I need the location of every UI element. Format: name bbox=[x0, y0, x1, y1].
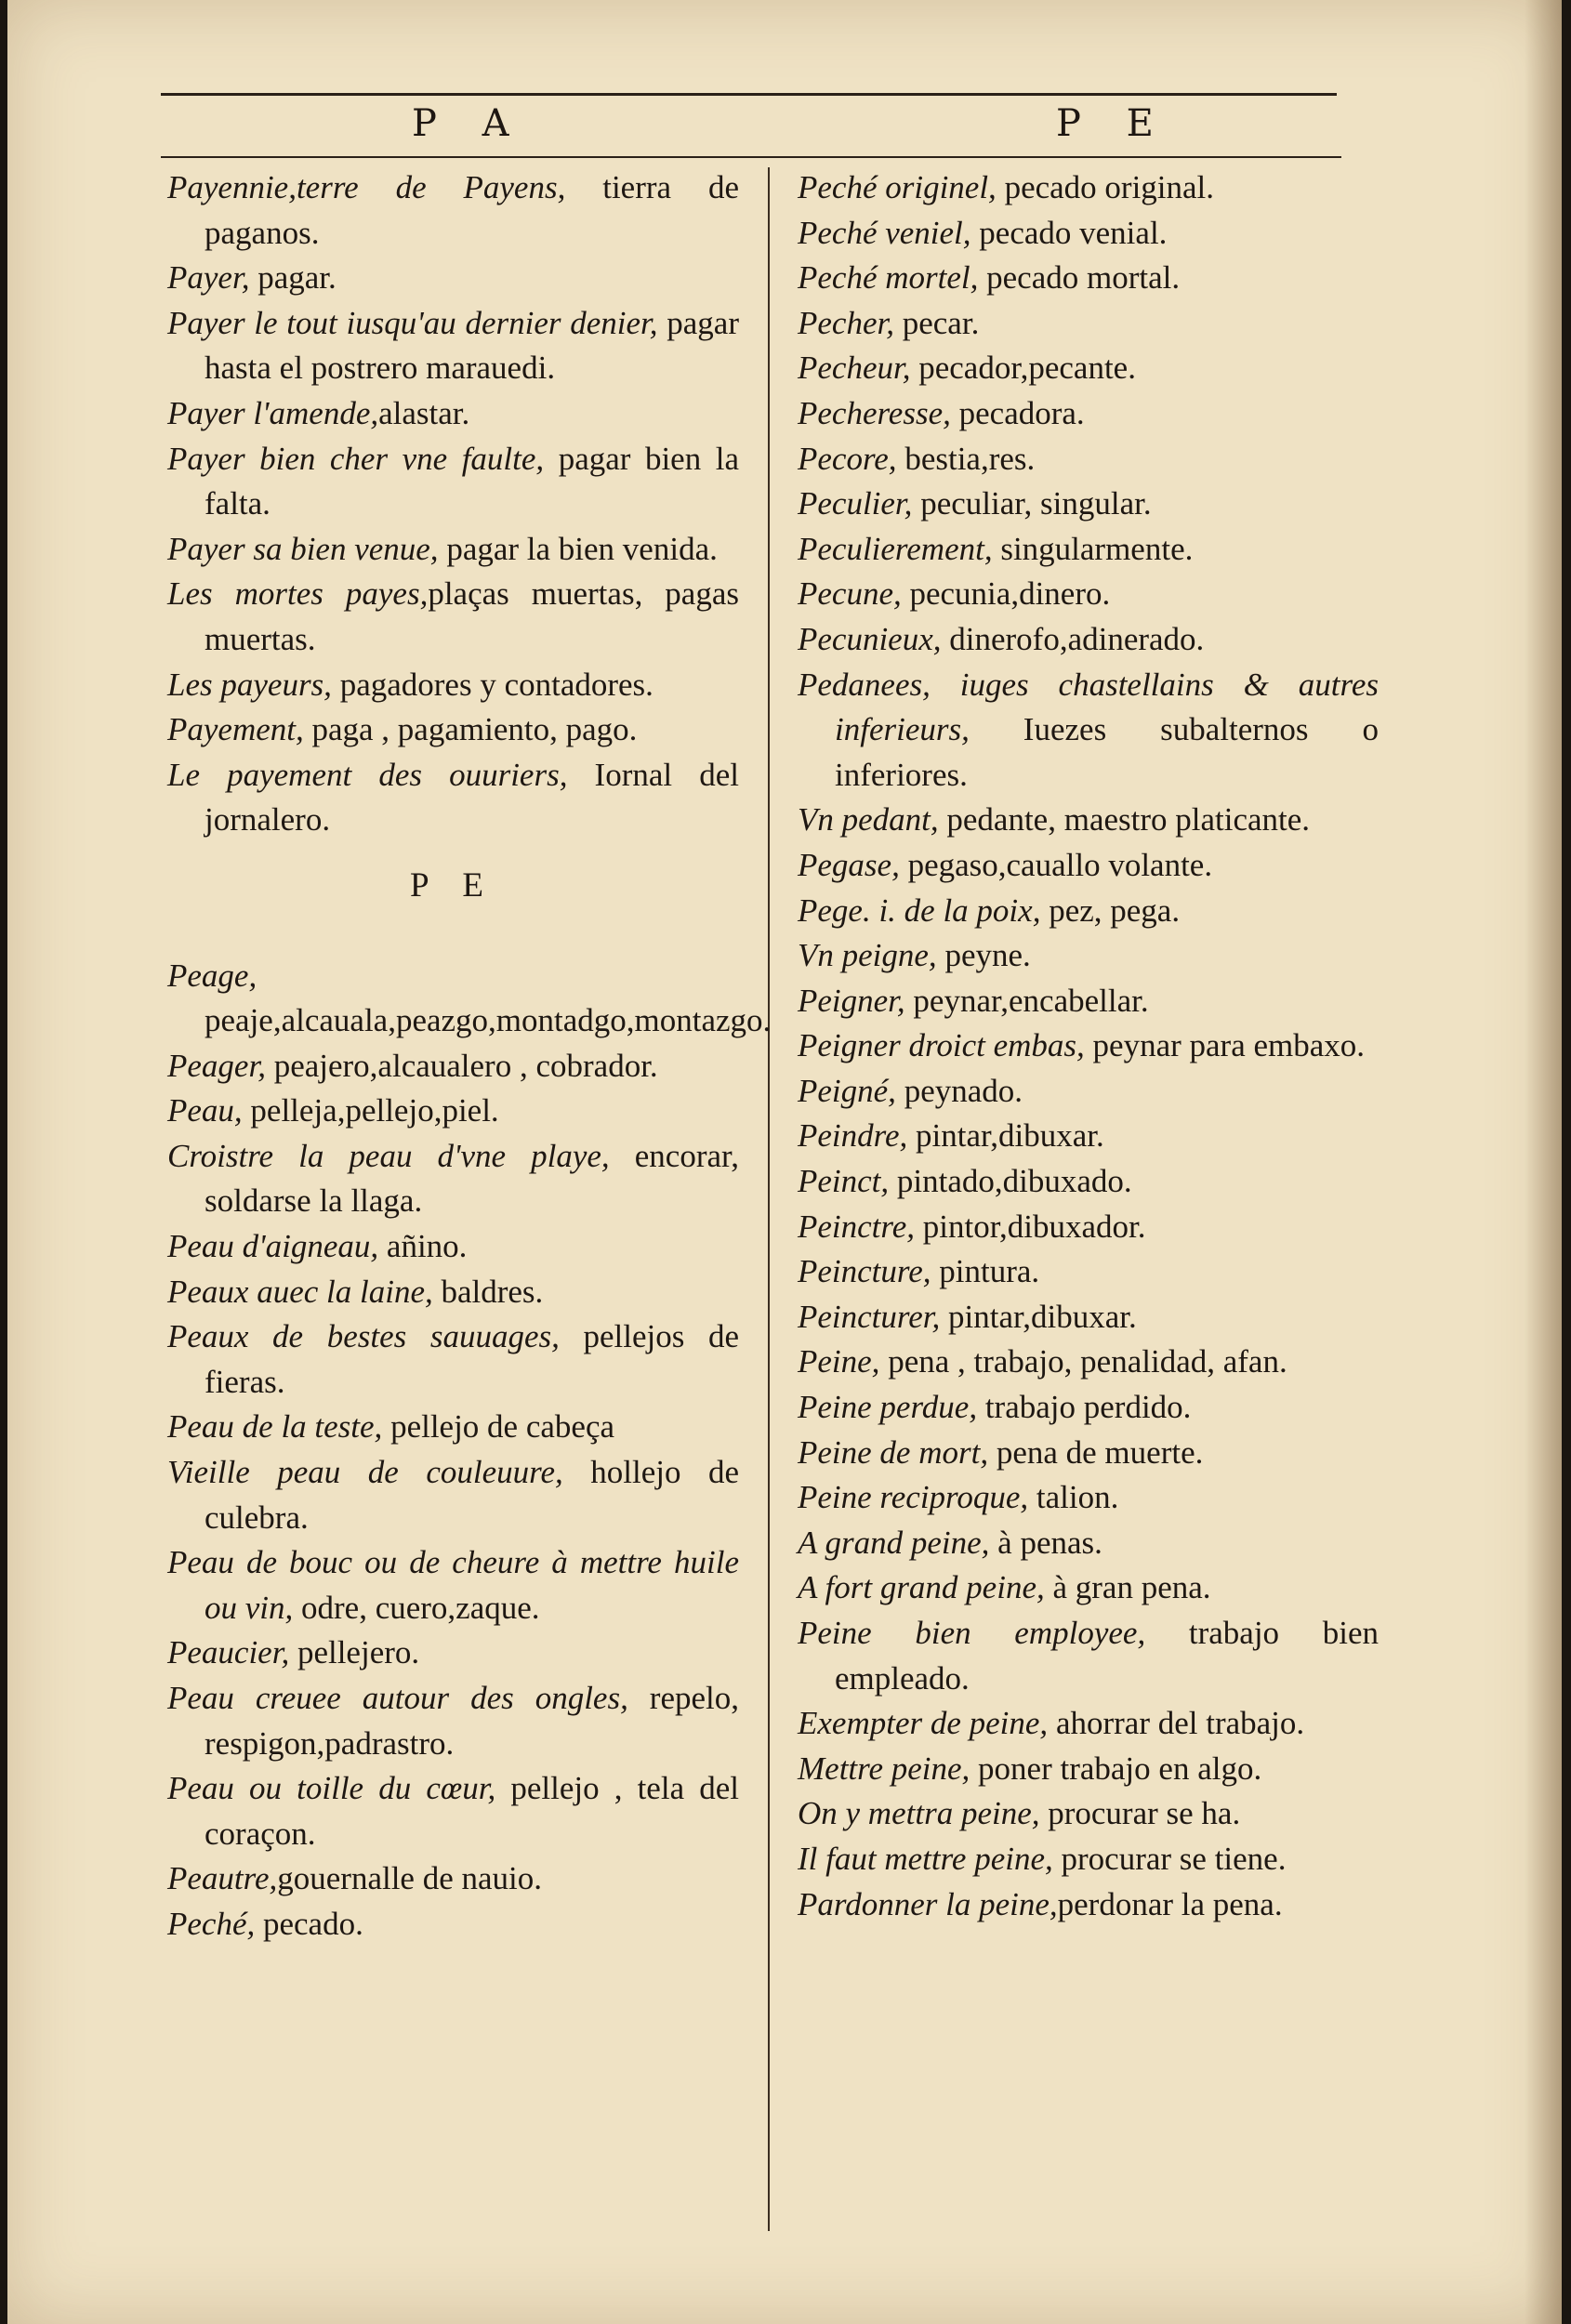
translation: procurar se ha. bbox=[1039, 1795, 1241, 1832]
dictionary-entry bbox=[798, 1701, 1379, 1747]
dictionary-entry bbox=[798, 211, 1379, 257]
headword: Payer sa bien venue, bbox=[167, 530, 439, 567]
translation: pellejero. bbox=[289, 1634, 420, 1671]
translation: pagar la bien venida. bbox=[438, 530, 718, 567]
translation: à penas. bbox=[989, 1524, 1102, 1561]
headword: Peigné, bbox=[798, 1072, 896, 1109]
headword: Peculierement, bbox=[798, 530, 993, 567]
headword: On y mettra peine, bbox=[798, 1795, 1040, 1832]
dictionary-entry bbox=[798, 843, 1379, 889]
headword: Peinct, bbox=[798, 1163, 890, 1200]
headword: Le payement des ouuriers, bbox=[167, 756, 568, 793]
translation: peynar para embaxo. bbox=[1084, 1027, 1366, 1064]
dictionary-entry bbox=[798, 1249, 1379, 1295]
dictionary-entry bbox=[798, 798, 1379, 843]
translation: trabajo perdido. bbox=[977, 1389, 1192, 1426]
headword: Peau de bouc ou de cheure à mettre huile ou vin, bbox=[167, 1544, 739, 1626]
dictionary-entry bbox=[798, 889, 1379, 934]
headword: Peau, bbox=[167, 1092, 243, 1129]
dictionary-entry bbox=[798, 482, 1379, 527]
translation: procurar se tiene. bbox=[1052, 1840, 1287, 1877]
headword: Vn pedant, bbox=[798, 801, 939, 838]
headword: Peigner droict embas, bbox=[798, 1027, 1085, 1064]
translation: pelleja,pellejo,piel. bbox=[242, 1092, 499, 1129]
section-heading-pe: P E bbox=[409, 865, 497, 905]
dictionary-entry bbox=[798, 301, 1379, 347]
dictionary-entry bbox=[167, 1044, 739, 1089]
dictionary-entry bbox=[798, 1385, 1379, 1431]
translation: poner trabajo en algo. bbox=[970, 1750, 1262, 1787]
right-column bbox=[798, 165, 1379, 1927]
headword: Peine, bbox=[798, 1343, 880, 1380]
headword: Payer bien cher vne faulte, bbox=[167, 440, 545, 477]
dictionary-entry bbox=[167, 1902, 739, 1948]
left-column bbox=[167, 165, 772, 1948]
dictionary-entry bbox=[798, 1295, 1379, 1340]
translation: pellejo , tela del coraçon. bbox=[205, 1770, 739, 1852]
headword: Peine perdue, bbox=[798, 1389, 978, 1426]
translation: singularmente. bbox=[992, 530, 1194, 567]
headword: Peau d'aigneau, bbox=[167, 1228, 379, 1265]
dictionary-entry bbox=[167, 572, 739, 662]
headword: Pecher, bbox=[798, 304, 894, 341]
headword: Exempter de peine, bbox=[798, 1705, 1049, 1742]
headword: Peincture, bbox=[798, 1253, 931, 1290]
dictionary-entry bbox=[167, 1405, 739, 1450]
headword: Les mortes payes, bbox=[167, 575, 429, 613]
translation: pena de muerte. bbox=[988, 1433, 1204, 1471]
headword: Peautre, bbox=[167, 1860, 278, 1897]
dictionary-entry bbox=[167, 301, 739, 391]
dictionary-entry bbox=[798, 1205, 1379, 1250]
headword: Peché veniel, bbox=[798, 214, 971, 251]
translation: pena , trabajo, penalidad, afan. bbox=[879, 1343, 1287, 1380]
running-head-left: P A bbox=[412, 102, 526, 145]
dictionary-entry bbox=[167, 1540, 739, 1631]
translation: odre, cuero,zaque. bbox=[293, 1589, 540, 1626]
headword: Payer le tout iusqu'au dernier denier, bbox=[167, 304, 658, 341]
headword: Payennie,terre de Payens, bbox=[167, 169, 566, 205]
dictionary-entry bbox=[167, 1856, 739, 1902]
dictionary-entry bbox=[167, 1270, 739, 1315]
dictionary-entry bbox=[798, 663, 1379, 799]
top-rule bbox=[161, 93, 1337, 96]
headword: Peincturer, bbox=[798, 1298, 941, 1335]
dictionary-entry bbox=[798, 346, 1379, 391]
headword: Pecheresse, bbox=[798, 394, 951, 431]
dictionary-entry bbox=[167, 954, 772, 1044]
translation: pellejo de cabeça bbox=[382, 1408, 615, 1446]
headword: Peau ou toille du cœur, bbox=[167, 1770, 496, 1807]
translation: peaje,alcauala,peazgo,montadgo,montazgo. bbox=[205, 1002, 772, 1039]
headword: Peaux de bestes sauuages, bbox=[167, 1318, 560, 1355]
headword: A grand peine, bbox=[798, 1524, 990, 1561]
dictionary-entry bbox=[798, 527, 1379, 573]
translation: pintado,dibuxado. bbox=[889, 1163, 1132, 1200]
dictionary-entry bbox=[167, 437, 739, 527]
dictionary-entry bbox=[798, 1791, 1379, 1837]
headword: Vn peigne, bbox=[798, 937, 937, 974]
headword: Peigner, bbox=[798, 982, 905, 1019]
headword: Peindre, bbox=[798, 1117, 908, 1155]
translation: dinerofo,adinerado. bbox=[941, 620, 1205, 657]
header-rule bbox=[161, 156, 1341, 158]
translation: peynado. bbox=[895, 1072, 1023, 1109]
translation: pecado mortal. bbox=[978, 259, 1181, 297]
translation: pintura. bbox=[931, 1253, 1040, 1290]
headword: Payer l'amende, bbox=[167, 394, 379, 431]
headword: Peculier, bbox=[798, 485, 913, 522]
dictionary-entry bbox=[167, 1134, 739, 1224]
dictionary-entry bbox=[798, 1747, 1379, 1792]
headword: Pecheur, bbox=[798, 350, 911, 387]
headword: Les payeurs, bbox=[167, 666, 332, 703]
running-head-right: P E bbox=[1056, 102, 1170, 145]
headword: Croistre la peau d'vne playe, bbox=[167, 1137, 610, 1174]
dictionary-entry bbox=[798, 1069, 1379, 1115]
dictionary-entry bbox=[798, 391, 1379, 437]
headword: Il faut mettre peine, bbox=[798, 1840, 1053, 1877]
dictionary-entry bbox=[167, 1450, 739, 1540]
translation: Iuezes subalternos o inferiores. bbox=[835, 711, 1379, 793]
dictionary-entry bbox=[798, 979, 1379, 1024]
translation: paga , pagamiento, pago. bbox=[303, 711, 638, 748]
translation: perdonar la pena. bbox=[1057, 1885, 1283, 1922]
translation: peculiar, singular. bbox=[912, 485, 1152, 522]
dictionary-entry bbox=[167, 1676, 739, 1766]
translation: trabajo bien empleado. bbox=[835, 1615, 1379, 1697]
translation: pegaso,cauallo volante. bbox=[899, 846, 1213, 883]
translation: alastar. bbox=[378, 394, 470, 431]
dictionary-entry bbox=[167, 1089, 739, 1134]
headword: Pecore, bbox=[798, 440, 897, 477]
translation: pecado venial. bbox=[970, 214, 1168, 251]
dictionary-entry bbox=[798, 617, 1379, 663]
dictionary-entry bbox=[798, 437, 1379, 482]
headword: Payement, bbox=[167, 711, 304, 748]
right-entries bbox=[798, 165, 1379, 1927]
translation: pecado original. bbox=[996, 169, 1215, 205]
headword: Peinctre, bbox=[798, 1208, 916, 1245]
translation: pecador,pecante. bbox=[910, 350, 1136, 387]
dictionary-entry bbox=[167, 527, 739, 573]
translation: tierra de paganos. bbox=[205, 169, 739, 251]
headword: Mettre peine, bbox=[798, 1750, 970, 1787]
dictionary-entry bbox=[798, 165, 1379, 211]
dictionary-entry bbox=[798, 1159, 1379, 1205]
translation: pintar,dibuxar. bbox=[940, 1298, 1137, 1335]
headword: Peaux auec la laine, bbox=[167, 1273, 433, 1310]
translation: pagar. bbox=[249, 259, 337, 297]
translation: peynar,encabellar. bbox=[904, 982, 1149, 1019]
headword: Pegase, bbox=[798, 846, 900, 883]
dictionary-entry bbox=[167, 753, 739, 843]
dictionary-entry bbox=[167, 663, 739, 708]
dictionary-entry bbox=[798, 1837, 1379, 1882]
translation: pecunia,dinero. bbox=[901, 575, 1111, 613]
headword: Pecunieux, bbox=[798, 620, 942, 657]
dictionary-entry bbox=[167, 707, 739, 753]
translation: à gran pena. bbox=[1044, 1569, 1211, 1606]
translation: pedante, maestro platicante. bbox=[938, 801, 1311, 838]
translation: plaças muertas, pagas muertas. bbox=[205, 575, 739, 657]
dictionary-entry bbox=[167, 1631, 739, 1676]
headword: Peché mortel, bbox=[798, 259, 979, 297]
dictionary-entry bbox=[167, 1224, 739, 1270]
dictionary-entry bbox=[798, 1340, 1379, 1385]
headword: Payer, bbox=[167, 259, 250, 297]
left-pe-entries bbox=[167, 954, 772, 1948]
headword: Peine reciproque, bbox=[798, 1479, 1029, 1516]
dictionary-entry bbox=[798, 1023, 1379, 1069]
headword: Pege. i. de la poix, bbox=[798, 891, 1041, 929]
dictionary-entry bbox=[798, 1114, 1379, 1159]
translation: ahorrar del trabajo. bbox=[1048, 1705, 1305, 1742]
dictionary-entry bbox=[798, 256, 1379, 301]
headword: Pedanees, iuges chastellains & autres inferieurs, bbox=[798, 666, 1379, 748]
column-divider bbox=[768, 167, 770, 2231]
translation: encorar, soldarse la llaga. bbox=[205, 1137, 740, 1220]
dictionary-page bbox=[7, 0, 1562, 2324]
dictionary-entry bbox=[798, 1431, 1379, 1476]
translation: baldres. bbox=[432, 1273, 544, 1310]
headword: Peager, bbox=[167, 1047, 266, 1084]
translation: peajero,alcaualero , cobrador. bbox=[265, 1047, 658, 1084]
translation: bestia,res. bbox=[896, 440, 1036, 477]
headword: Peau de la teste, bbox=[167, 1408, 383, 1446]
headword: Peaucier, bbox=[167, 1634, 290, 1671]
dictionary-entry bbox=[167, 165, 739, 256]
headword: Peau creuee autour des ongles, bbox=[167, 1680, 628, 1716]
translation: pecado. bbox=[255, 1905, 363, 1942]
dictionary-entry bbox=[798, 933, 1379, 979]
left-pa-entries bbox=[167, 165, 739, 843]
headword: Peine bien employee, bbox=[798, 1615, 1146, 1651]
headword: Peage, bbox=[167, 957, 257, 994]
dictionary-entry bbox=[798, 1611, 1379, 1701]
translation: hollejo de culebra. bbox=[205, 1454, 740, 1536]
dictionary-entry bbox=[798, 1475, 1379, 1521]
translation: pecadora. bbox=[950, 394, 1085, 431]
headword: Peché originel, bbox=[798, 169, 997, 205]
headword: Peché, bbox=[167, 1905, 256, 1942]
translation: pagar bien la falta. bbox=[205, 440, 740, 522]
dictionary-entry bbox=[798, 572, 1379, 617]
translation: Iornal del jornalero. bbox=[205, 756, 739, 838]
translation: gouernalle de nauio. bbox=[277, 1860, 543, 1897]
translation: talion. bbox=[1028, 1479, 1119, 1516]
dictionary-entry bbox=[167, 1766, 739, 1856]
translation: pecar. bbox=[893, 304, 980, 341]
dictionary-entry bbox=[167, 256, 739, 301]
headword: A fort grand peine, bbox=[798, 1569, 1045, 1606]
translation: pagadores y contadores. bbox=[331, 666, 653, 703]
translation: pez, pega. bbox=[1040, 891, 1181, 929]
headword: Pecune, bbox=[798, 575, 902, 613]
headword: Peine de mort, bbox=[798, 1433, 989, 1471]
headword: Pardonner la peine, bbox=[798, 1885, 1058, 1922]
translation: pintor,dibuxador. bbox=[915, 1208, 1146, 1245]
translation: añino. bbox=[378, 1228, 468, 1265]
translation: repelo, respigon,padrastro. bbox=[205, 1680, 739, 1762]
headword: Vieille peau de couleuure, bbox=[167, 1454, 563, 1491]
dictionary-entry bbox=[798, 1565, 1379, 1611]
translation: pellejos de fieras. bbox=[205, 1318, 739, 1400]
dictionary-entry bbox=[167, 1314, 739, 1405]
dictionary-entry bbox=[798, 1521, 1379, 1566]
translation: peyne. bbox=[936, 937, 1031, 974]
dictionary-entry bbox=[798, 1882, 1379, 1928]
dictionary-entry bbox=[167, 391, 739, 437]
translation: pagar hasta el postrero marauedi. bbox=[205, 304, 739, 387]
translation: pintar,dibuxar. bbox=[907, 1117, 1104, 1155]
